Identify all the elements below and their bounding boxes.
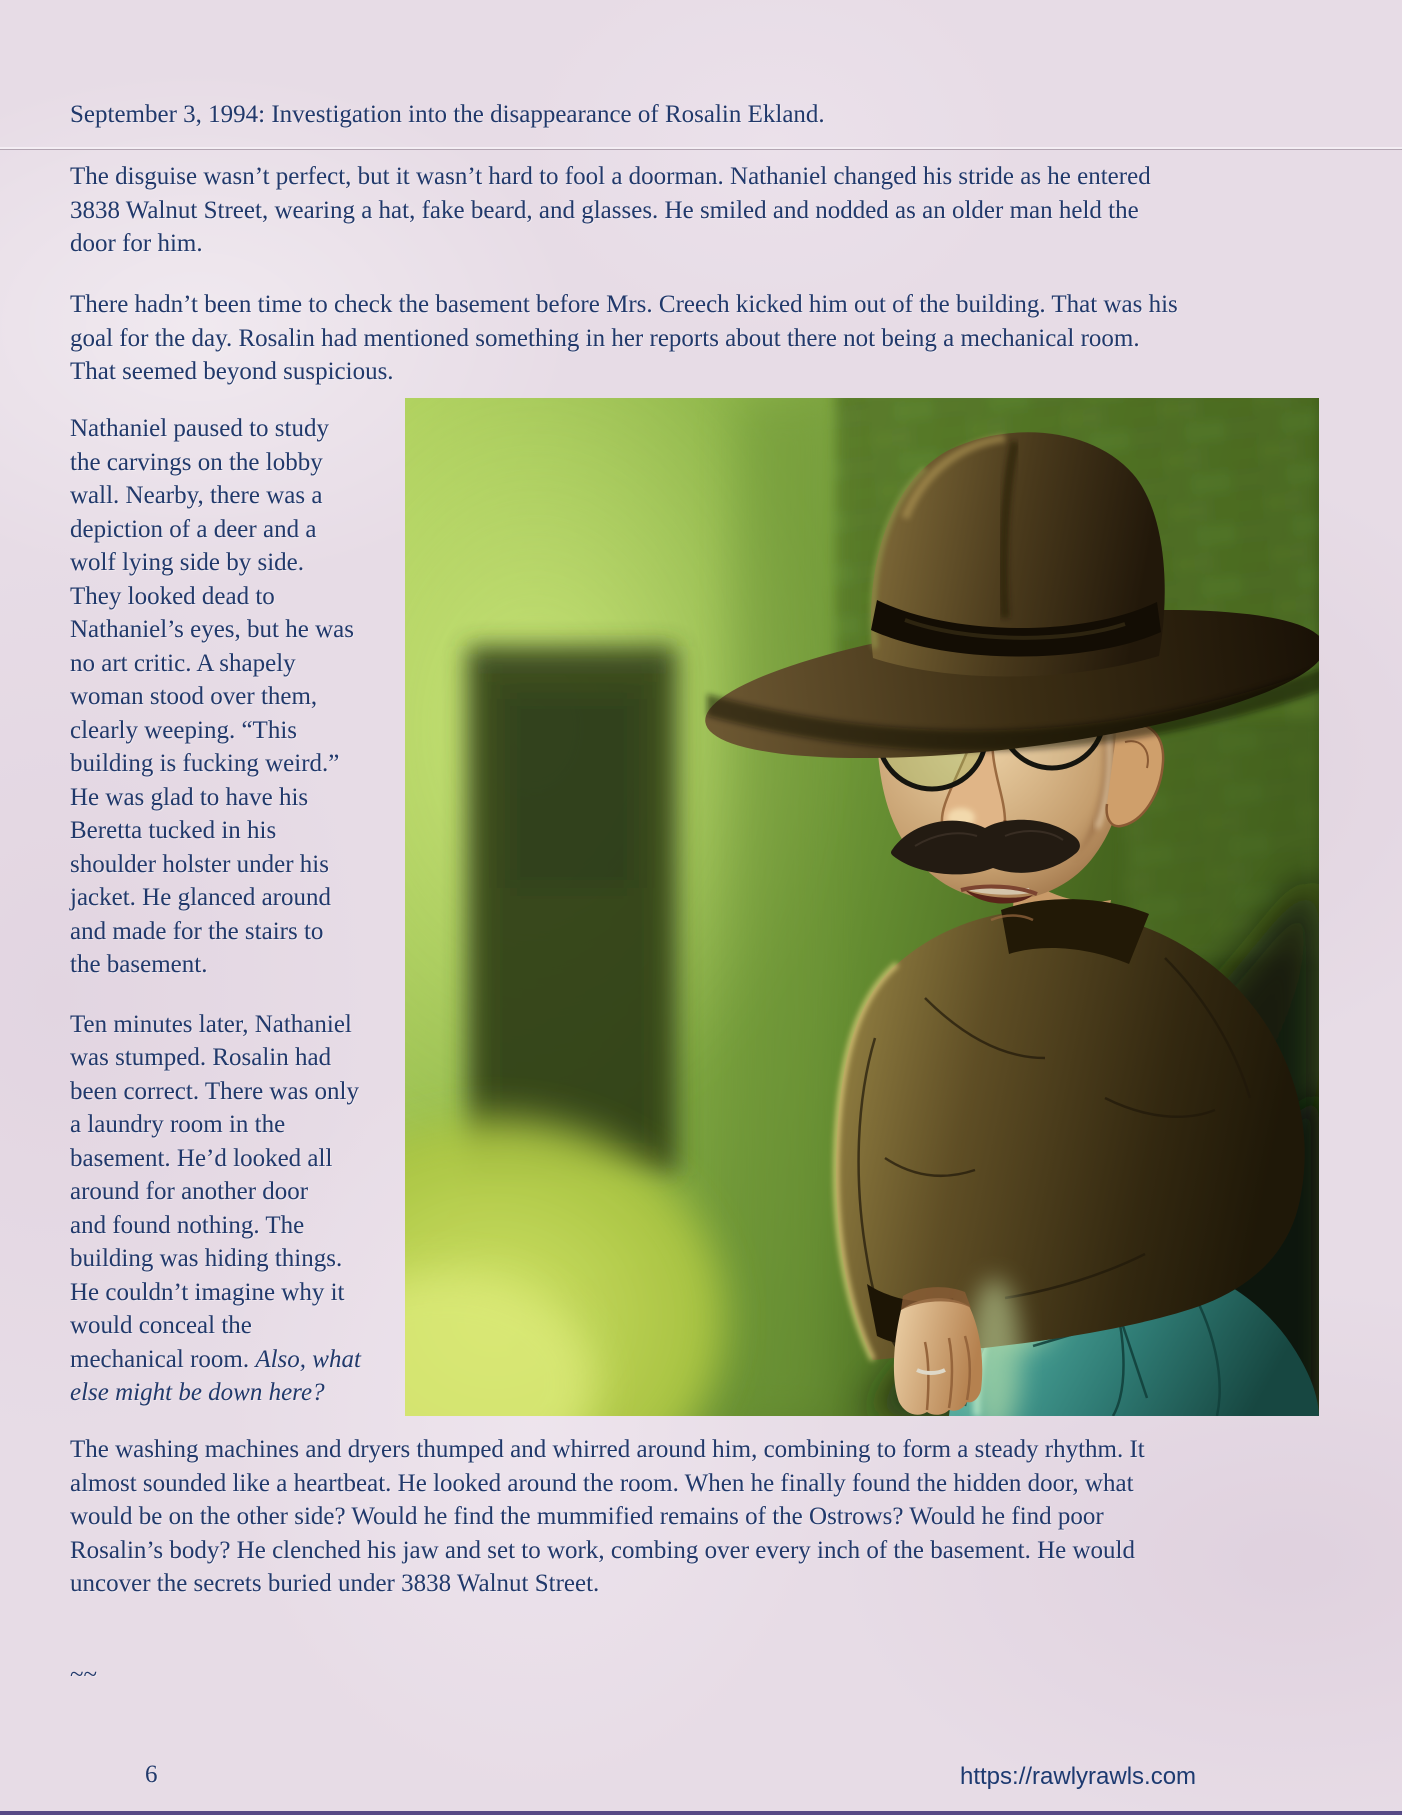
text-line: That seemed beyond suspicious. [70,358,394,385]
text-line: They looked dead to [70,582,275,610]
text-line: a laundry room in the [70,1111,286,1138]
text-line: Rosalin’s body? He clenched his jaw and set to work, combing over every inch of the basement. He would [70,1536,1136,1564]
paragraph-2 [70,288,1178,389]
text-line: around for another door [70,1178,309,1205]
page-title: September 3, 1994: Investigation into the disappearance of Rosalin Ekland. [70,101,825,128]
text-line: Ten minutes later, Nathaniel [70,1010,352,1038]
paragraph-4 [70,1008,405,1410]
text-line: the carvings on the lobby [70,448,323,476]
header-divider-rule [0,147,1402,149]
paragraph-3 [70,412,405,982]
text-line: would conceal the [70,1312,252,1339]
text-line: the basement. [70,951,208,978]
text-line: shoulder holster under his [70,850,329,878]
text-line: He was glad to have his [70,783,309,811]
wall-corner [735,398,830,1416]
text-line: uncover the secrets buried under 3838 Walnut Street. [70,1570,600,1597]
text-line: building is fucking weird.” [70,750,340,777]
text-line: been correct. There was only [70,1077,359,1105]
text-line: He couldn’t imagine why it [70,1278,345,1306]
text-line: would be on the other side? Would he find the mummified remains of the Ostrows? Would he find poor [70,1503,1104,1530]
text-line: no art critic. A shapely [70,649,296,677]
bottom-accent-line [0,1811,1402,1815]
text-line: basement. He’d looked all [70,1144,333,1172]
text-line: door for him. [70,230,203,257]
text-line: There hadn’t been time to check the basement before Mrs. Creech kicked him out of the building. That was his [70,291,1178,318]
text-line: Nathaniel’s eyes, but he was [70,616,354,643]
story-illustration [405,398,1319,1416]
text-line: goal for the day. Rosalin had mentioned something in her reports about there not being a mechanical room. [70,324,1140,352]
text-line: and made for the stairs to [70,917,324,945]
text-line: 3838 Walnut Street, wearing a hat, fake beard, and glasses. He smiled and nodded as an older man held the [70,196,1139,224]
text-line: Nathaniel paused to study [70,415,329,442]
italic-line: else might be down here? [70,1379,325,1406]
hand [894,1278,1021,1416]
text-line: jacket. He glanced around [70,884,331,911]
text-line: and found nothing. The [70,1211,305,1239]
mixed-style-line: mechanical room. Also, what [70,1345,361,1373]
paragraph-5 [70,1433,1145,1601]
left-text-column [70,412,405,1410]
text-line: was stumped. Rosalin had [70,1044,332,1071]
text-line: The disguise wasn’t perfect, but it wasn’t hard to fool a doorman. Nathaniel changed his stride as he entered [70,163,1151,190]
page-number: 6 [145,1761,158,1788]
fake-mustache [891,820,1080,875]
footer-url: https://rawlyrawls.com [960,1763,1197,1790]
illustration-canvas [405,398,1319,1416]
text-line: building was hiding things. [70,1245,343,1272]
paragraph-1 [70,160,1151,261]
text-line: almost sounded like a heartbeat. He looked around the room. When he finally found the hidden door, what [70,1469,1134,1497]
text-line: The washing machines and dryers thumped and whirred around him, combining to form a steady rhythm. It [70,1436,1145,1463]
text-line: wolf lying side by side. [70,549,305,576]
text-line: depiction of a deer and a [70,515,317,543]
text-line: Beretta tucked in his [70,817,277,844]
text-line: wall. Nearby, there was a [70,482,323,509]
text-line: clearly weeping. “This [70,716,297,744]
basement-door [467,646,677,1176]
scene-divider: ~~ [70,1661,98,1688]
paragraph-spacer [70,982,405,1008]
text-line: woman stood over them, [70,683,318,710]
